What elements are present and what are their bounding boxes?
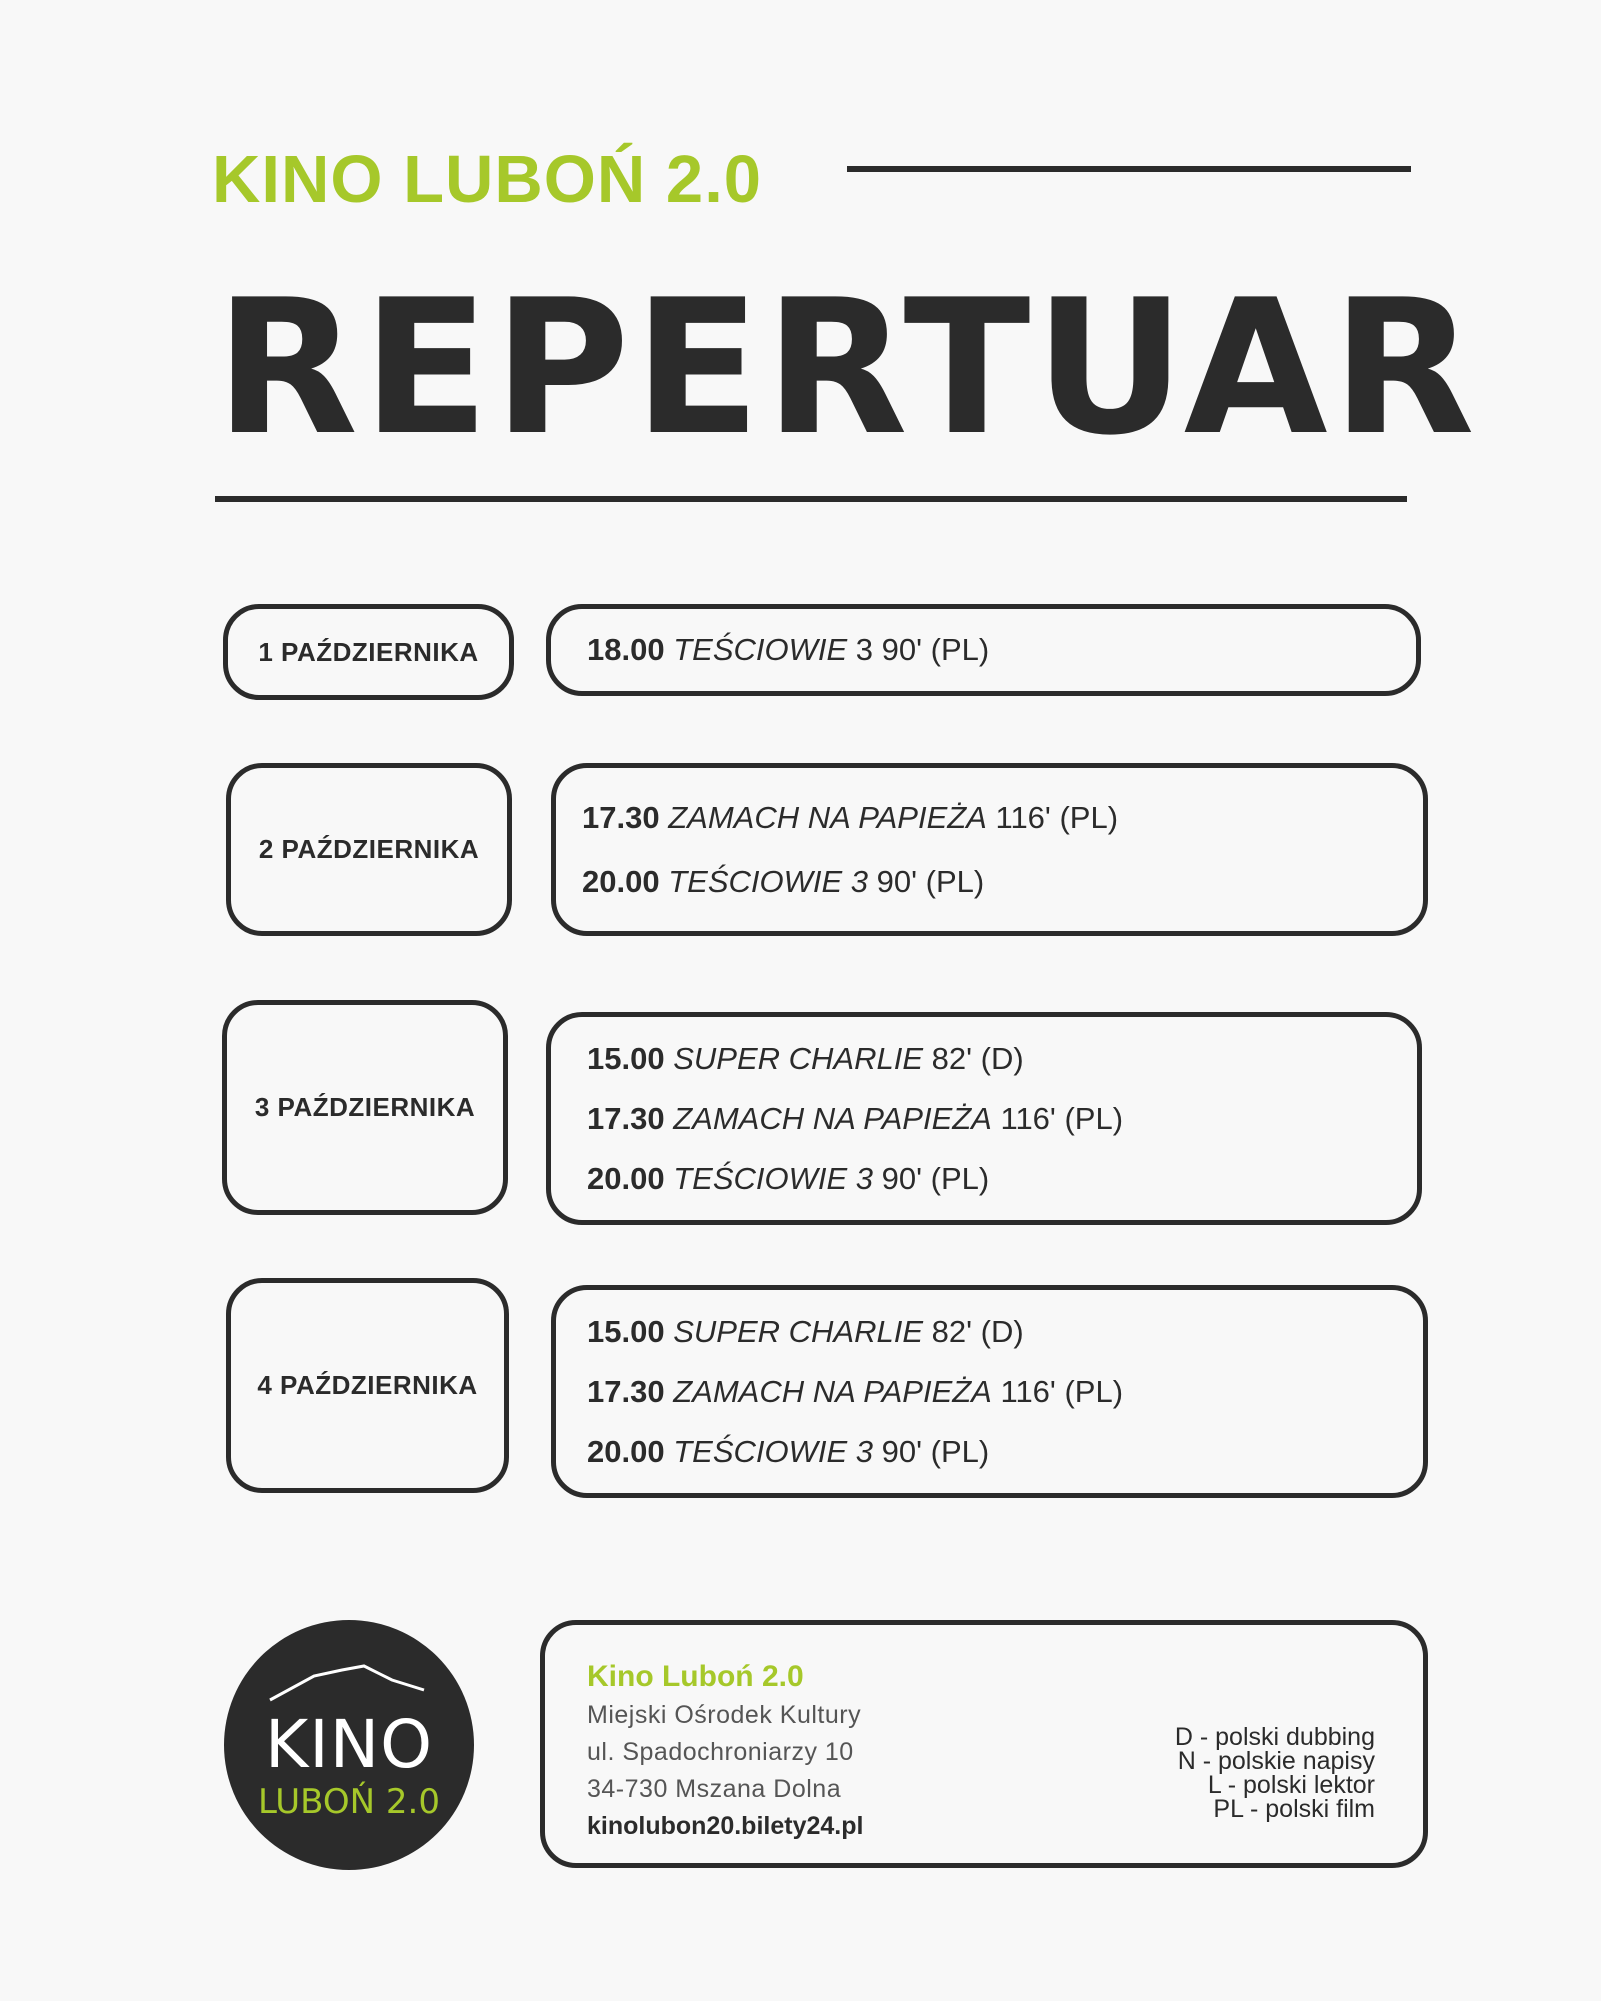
- show-time: 17.30: [587, 1373, 665, 1409]
- show-time: 18.00: [587, 632, 665, 667]
- movie-title: ZAMACH NA PAPIEŻA: [668, 799, 987, 835]
- show-time: 15.00: [587, 1313, 665, 1349]
- movie-title: TEŚCIOWIE 3: [668, 863, 869, 899]
- movie-title: ZAMACH NA PAPIEŻA: [673, 1373, 992, 1409]
- showtime-row: [582, 798, 1423, 838]
- show-time: 20.00: [582, 863, 660, 899]
- movie-details: 90' (PL): [881, 1160, 990, 1196]
- movie-title: SUPER CHARLIE: [673, 1040, 923, 1076]
- movie-details: 82' (D): [931, 1040, 1024, 1076]
- date-badge-day-1: [223, 604, 514, 700]
- legend-item: D - polski dubbing: [1174, 1723, 1375, 1751]
- showtime-row: [587, 1432, 1423, 1472]
- legend: [1175, 1725, 1375, 1821]
- movie-title: TEŚCIOWIE 3: [673, 1160, 874, 1196]
- show-time: 20.00: [587, 1433, 665, 1469]
- showtimes-day-2: [551, 763, 1428, 936]
- date-badge-day-2: [226, 763, 512, 936]
- cinema-name: Kino Luboń 2.0: [587, 1660, 804, 1693]
- showtime-row: [582, 862, 1423, 902]
- kino-logo: [224, 1620, 474, 1870]
- movie-details: 90' (PL): [876, 863, 985, 899]
- show-time: 17.30: [582, 799, 660, 835]
- show-time: 20.00: [587, 1160, 665, 1196]
- showtime-row: [587, 1372, 1423, 1412]
- page-title: REPERTUAR: [215, 259, 1479, 476]
- brand-title: KINO LUBOŃ 2.0: [212, 142, 763, 217]
- legend-item: PL - polski film: [1213, 1795, 1375, 1823]
- title-divider: [215, 496, 1407, 502]
- showtime-row: [587, 1099, 1417, 1139]
- website-link[interactable]: kinolubon20.bilety24.pl: [587, 1812, 864, 1840]
- showtimes-day-1: [546, 604, 1421, 696]
- date-label: 2 PAŹDZIERNIKA: [258, 834, 480, 864]
- date-badge-day-4: [226, 1278, 509, 1493]
- header-divider: [847, 166, 1411, 172]
- showtime-row: [587, 1039, 1417, 1079]
- showtime-row: [587, 630, 1416, 670]
- movie-title: SUPER CHARLIE: [673, 1313, 923, 1349]
- legend-item: N - polskie napisy: [1177, 1747, 1375, 1775]
- movie-title: TEŚCIOWIE: [673, 632, 848, 667]
- show-time: 15.00: [587, 1040, 665, 1076]
- movie-details: 116' (PL): [995, 799, 1119, 835]
- logo-text-lubon: LUBOŃ 2.0: [258, 1782, 440, 1822]
- contact-info-box: [540, 1620, 1428, 1868]
- logo-text-kino: KINO: [264, 1706, 434, 1783]
- date-badge-day-3: [222, 1000, 508, 1215]
- movie-details: 90' (PL): [881, 1433, 990, 1469]
- showtime-row: [587, 1312, 1423, 1352]
- street-address: ul. Spadochroniarzy 10: [587, 1738, 854, 1766]
- showtimes-day-4: [551, 1285, 1428, 1498]
- city-address: 34-730 Mszana Dolna: [587, 1775, 842, 1803]
- legend-item: L - polski lektor: [1207, 1771, 1375, 1799]
- date-label: 4 PAŹDZIERNIKA: [257, 1370, 478, 1400]
- show-time: 17.30: [587, 1100, 665, 1136]
- date-label: 3 PAŹDZIERNIKA: [254, 1092, 476, 1122]
- movie-details: 116' (PL): [1000, 1100, 1124, 1136]
- movie-title: ZAMACH NA PAPIEŻA: [673, 1100, 992, 1136]
- showtimes-day-3: [546, 1012, 1422, 1225]
- movie-details: 3 90' (PL): [855, 632, 990, 667]
- showtime-row: [587, 1159, 1417, 1199]
- date-label: 1 PAŹDZIERNIKA: [258, 636, 479, 667]
- movie-details: 82' (D): [931, 1313, 1024, 1349]
- organization: Miejski Ośrodek Kultury: [587, 1701, 862, 1729]
- movie-details: 116' (PL): [1000, 1373, 1124, 1409]
- movie-title: TEŚCIOWIE 3: [673, 1433, 874, 1469]
